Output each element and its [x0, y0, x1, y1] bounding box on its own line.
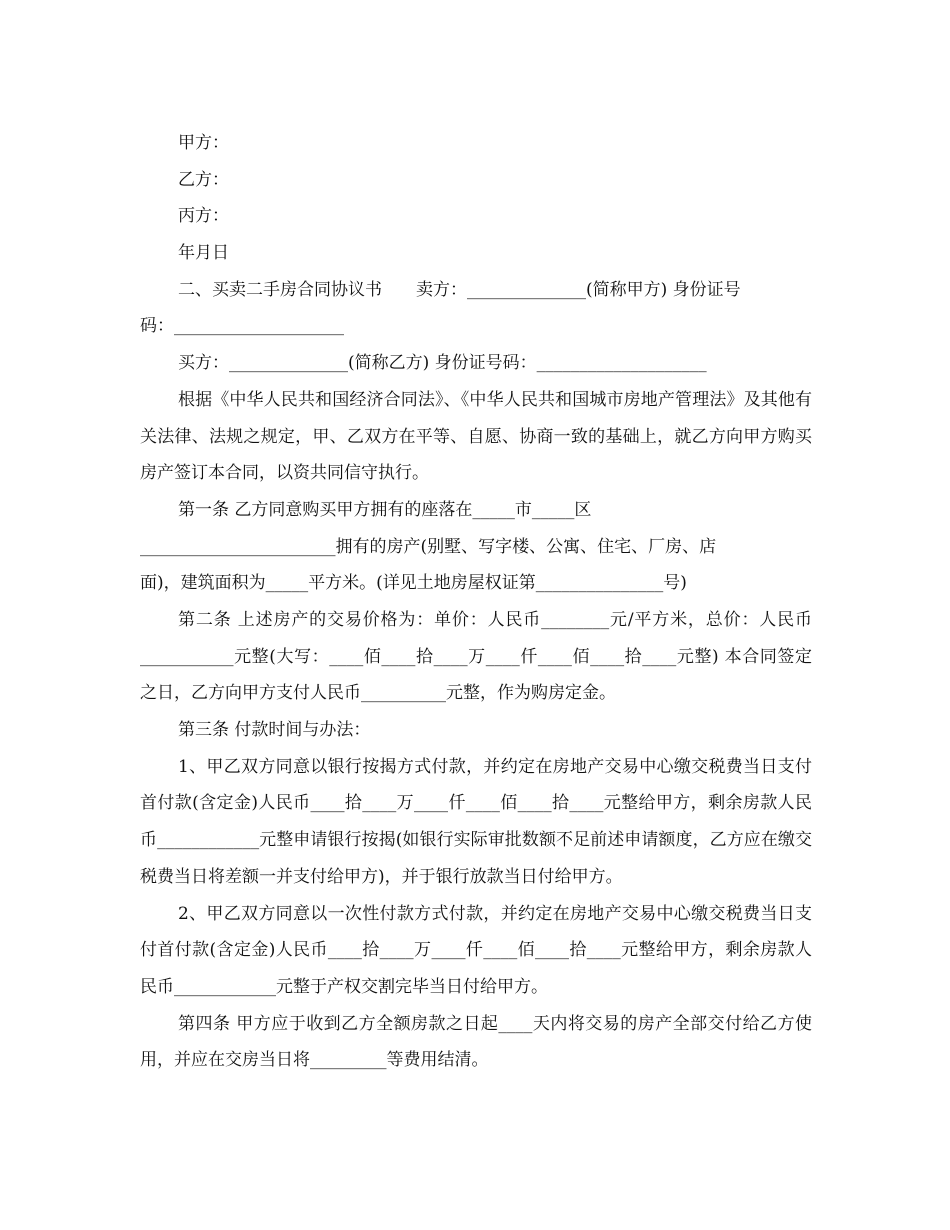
article-3-title: 第三条 付款时间与办法： [178, 720, 371, 741]
party-c-line: 丙方： [178, 206, 229, 227]
article-4-paragraph: 第四条 甲方应于收到乙方全额房款之日起____天内将交易的房产全部交付给乙方使用，并应在交房当日将_________等费用结清。 [140, 1013, 812, 1071]
party-a-line: 甲方： [178, 133, 229, 153]
article-2-paragraph: 第二条 上述房产的交易价格为：单价：人民币________元/平方米，总价：人民币___________元整(大写：____佰____拾____万____仟____佰____拾____元整) 本合同签定之日，乙方向甲方支付人民币__________元整，作为购房定金。 [140, 609, 812, 704]
contract-heading-cont: 码：____________________ [140, 316, 344, 337]
contract-heading: 二、买卖二手房合同协议书 卖方：______________(简称甲方) 身份证号 [178, 279, 741, 300]
preamble-paragraph: 根据《中华人民共和国经济合同法》、《中华人民共和国城市房地产管理法》及其他有关法律、法规之规定，甲、乙双方在平等、自愿、协商一致的基础上，就乙方向甲方购买房产签订本合同，以资共同信守执行。 [140, 389, 812, 484]
article-1-line-3: 面)，建筑面积为_____平方米。(详见土地房屋权证第_______________号) [140, 573, 687, 594]
buyer-line: 买方：______________(简称乙方) 身份证号码：____________________ [178, 353, 707, 374]
date-line: 年月日 [178, 243, 229, 264]
article-3-clause-2: 2、甲乙双方同意以一次性付款方式付款，并约定在房地产交易中心缴交税费当日支付首付款(含定金)人民币____拾____万____仟____佰____拾____元整给甲方，剩余房款人民币____________元整于产权交割完毕当日付给甲方。 [140, 903, 812, 997]
document-body [140, 125, 812, 1079]
article-3-clause-1: 1、甲乙双方同意以银行按揭方式付款，并约定在房地产交易中心缴交税费当日支付首付款(含定金)人民币____拾____万____仟____佰____拾____元整给甲方，剩余房款人民币____________元整申请银行按揭(如银行实际审批数额不足前述申请额度，乙方应在缴交税费当日将差额一并支付给甲方)，并于银行放款当日付给甲方。 [140, 756, 812, 887]
party-b-line: 乙方： [178, 169, 229, 190]
article-1-line-2: _______________________拥有的房产(别墅、写字楼、公寓、住宅、厂房、店 [140, 536, 717, 557]
article-1-line-1: 第一条 乙方同意购买甲方拥有的座落在_____市_____区 [178, 499, 592, 520]
